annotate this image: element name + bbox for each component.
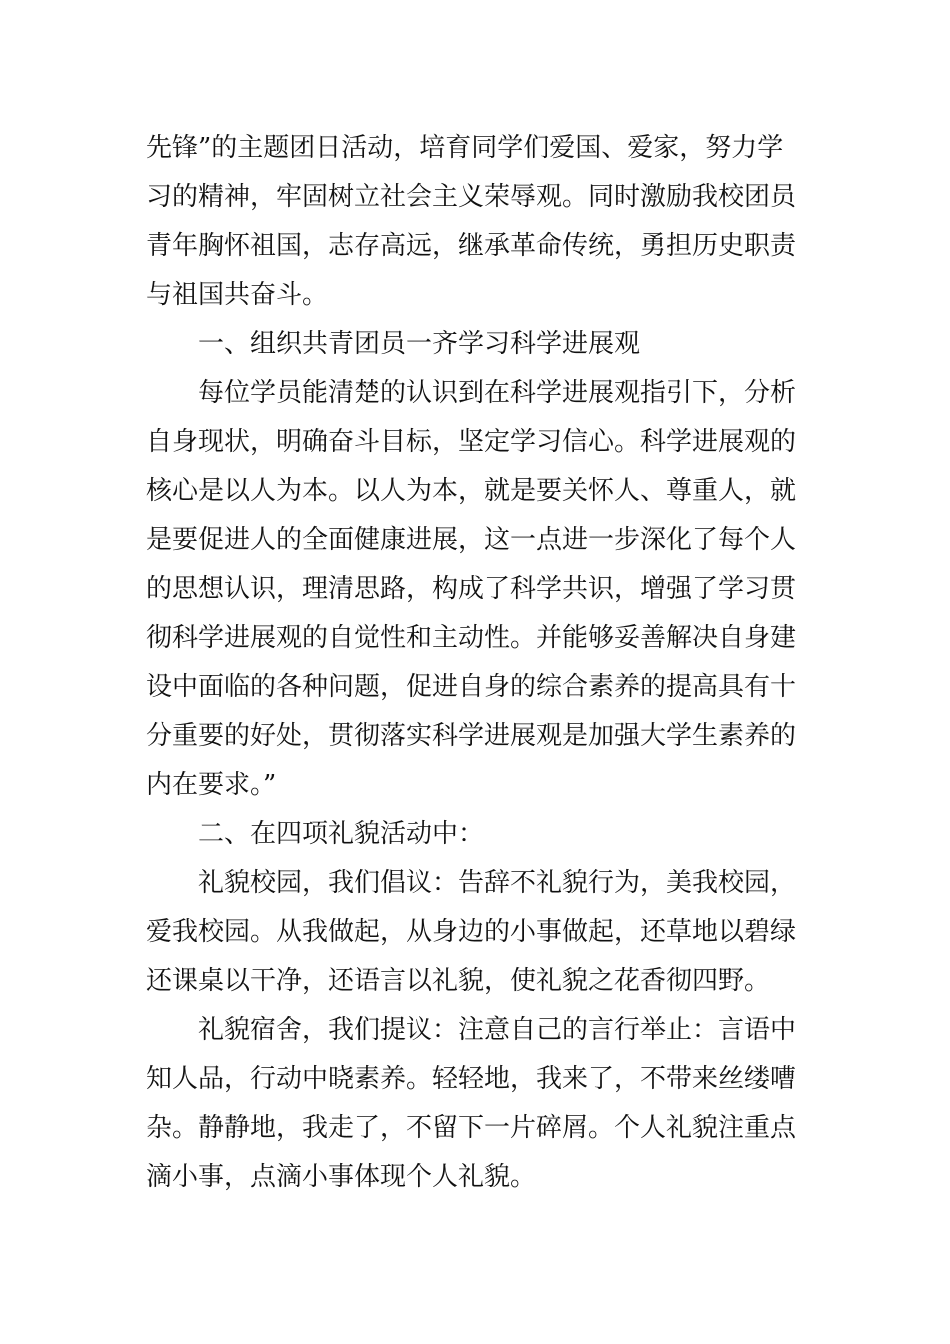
text-line: 滴小事，点滴小事体现个人礼貌。 xyxy=(146,1162,537,1192)
text-line: 自身现状，明确奋斗目标，坚定学习信心。科学进展观的 xyxy=(146,427,797,457)
text-line: 青年胸怀祖国，志存高远，继承革命传统，勇担历史职责 xyxy=(146,231,797,261)
text-line: 与祖国共奋斗。 xyxy=(146,280,329,310)
text-line: 核心是以人为本。以人为本，就是要关怀人、尊重人，就 xyxy=(146,476,797,506)
text-line: 爱我校园。从我做起，从身边的小事做起，还草地以碧绿 xyxy=(146,917,797,947)
document-body xyxy=(146,124,810,1202)
text-line: 是要促进人的全面健康进展，这一点进一步深化了每个人 xyxy=(146,525,797,555)
text-line: 彻科学进展观的自觉性和主动性。并能够妥善解决自身建 xyxy=(146,623,797,653)
text-line: 设中面临的各种问题，促进自身的综合素养的提高具有十 xyxy=(146,672,797,702)
text-line: 每位学员能清楚的认识到在科学进展观指引下，分析 xyxy=(198,378,797,408)
text-line: 的思想认识，理清思路，构成了科学共识，增强了学习贯 xyxy=(146,574,797,604)
text-line: 杂。静静地，我走了，不留下一片碎屑。个人礼貌注重点 xyxy=(146,1113,797,1143)
text-line: 礼貌宿舍，我们提议：注意自己的言行举止：言语中 xyxy=(198,1015,797,1045)
text-line: 习的精神，牢固树立社会主义荣辱观。同时激励我校团员 xyxy=(146,182,797,212)
text-line: 还课桌以干净，还语言以礼貌，使礼貌之花香彻四野。 xyxy=(146,966,771,996)
text-line: 先锋”的主题团日活动，培育同学们爱国、爱家，努力学 xyxy=(146,133,784,163)
text-line: 内在要求。” xyxy=(146,770,277,800)
section-heading: 一、组织共青团员一齐学习科学进展观 xyxy=(198,329,641,359)
text-line: 分重要的好处，贯彻落实科学进展观是加强大学生素养的 xyxy=(146,721,797,751)
section-heading: 二、在四项礼貌活动中： xyxy=(198,819,485,849)
text-line: 礼貌校园，我们倡议：告辞不礼貌行为，美我校园， xyxy=(198,868,797,898)
text-line: 知人品，行动中晓素养。轻轻地，我来了，不带来丝缕嘈 xyxy=(146,1064,797,1094)
